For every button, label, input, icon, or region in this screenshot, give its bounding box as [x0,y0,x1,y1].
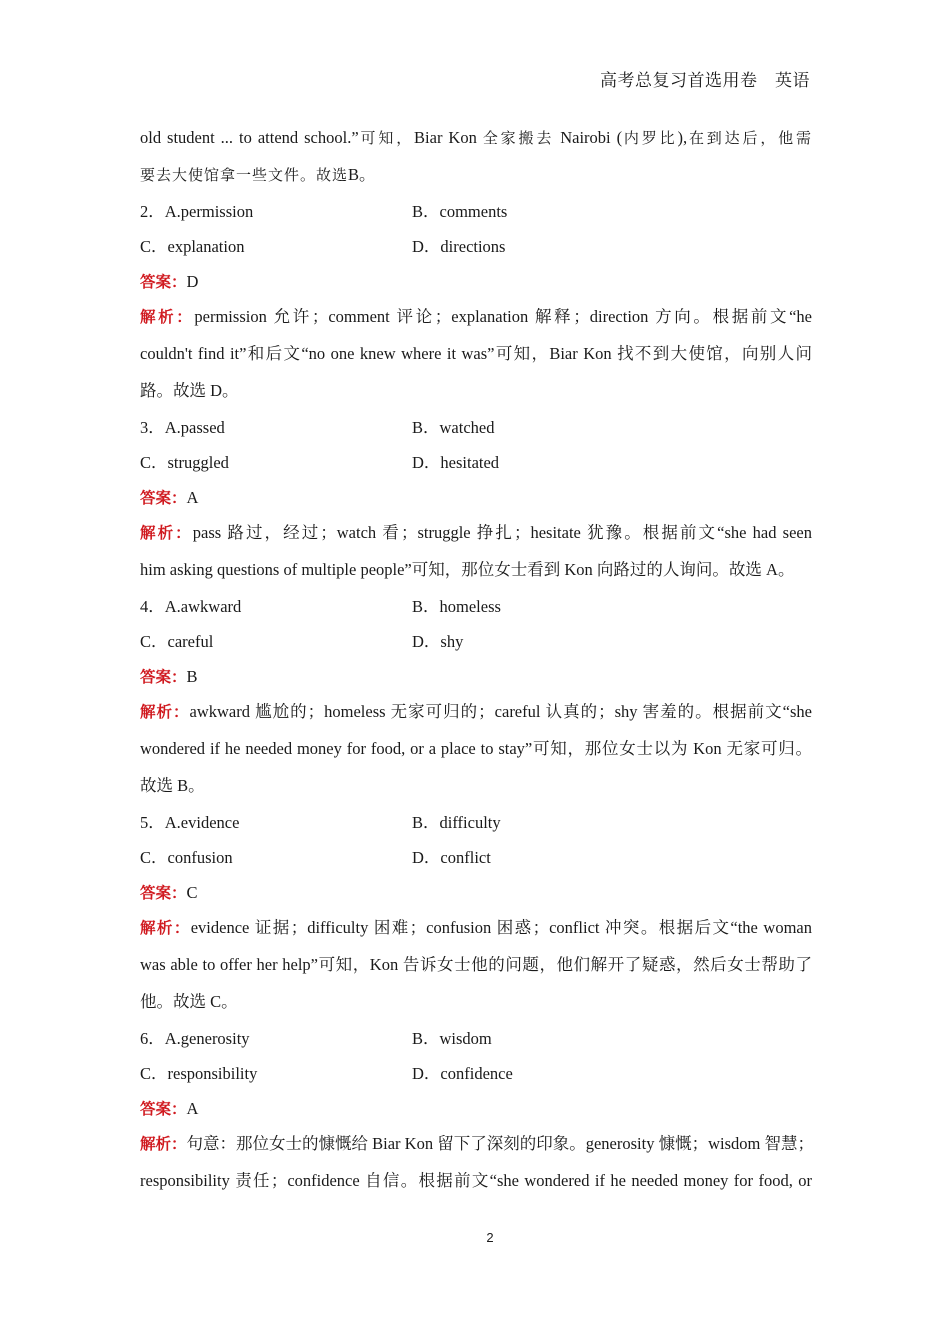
option-b: B．comments [412,202,508,221]
option-c: C．responsibility [140,1064,258,1083]
intro-text: old student ... to attend school.” [140,128,359,147]
explanation-text: pass 路过，经过；watch 看；struggle 挣扎；hesitate 犹豫。根据前文“she had seen [192,523,812,542]
explanation-label: 解析： [140,703,190,721]
explanation-text: him asking questions of multiple people”可知，那位女士看到 Kon 向路过的人询问。故选 A。 [140,560,795,579]
option-a: 2．A.permission [140,202,254,221]
question-2-options-row-1 [140,198,812,233]
question-5-options-row-2 [140,844,812,879]
question-3-options-row-1 [140,414,812,449]
intro-text: 全家搬去 [482,129,555,147]
question-5-answer [140,879,812,914]
intro-text: Nairobi ( [560,128,623,147]
question-3-explanation-line [140,519,812,556]
question-5-explanation-line [140,951,812,988]
question-6-options-row-1 [140,1025,812,1060]
answer-label: 答案： [140,489,187,507]
question-4-answer [140,663,812,698]
option-c: C．careful [140,632,214,651]
question-5-options-row-1 [140,809,812,844]
question-4-explanation-line [140,735,812,772]
option-d: D．shy [412,632,464,651]
option-a: 4．A.awkward [140,597,242,616]
question-4-options-row-1 [140,593,812,628]
question-4-explanation-line [140,698,812,735]
question-6-options-row-2 [140,1060,812,1095]
option-a: 3．A.passed [140,418,225,437]
option-d: D．confidence [412,1064,513,1083]
explanation-label: 解析： [140,308,195,326]
explanation-label: 解析： [140,524,193,542]
option-b: B．wisdom [412,1029,492,1048]
explanation-text: evidence 证据；difficulty 困难；confusion 困惑；conflict 冲突。根据后文“the woman [190,918,812,937]
question-2-explanation-line [140,340,812,377]
question-2-answer [140,268,812,303]
explanation-text: 故选 B。 [140,776,205,795]
document-body [140,124,812,1204]
page-header: 高考总复习首选用卷 英语 [600,71,810,90]
answer-value: A [186,488,199,507]
option-a: 5．A.evidence [140,813,240,832]
answer-value: C [186,883,198,902]
question-6-explanation-line [140,1130,812,1167]
option-c: C．explanation [140,237,245,256]
question-3-answer [140,484,812,519]
question-5-explanation-line [140,988,812,1025]
option-d: D．directions [412,237,506,256]
answer-value: A [186,1099,199,1118]
intro-line-1 [140,124,812,161]
answer-label: 答案： [140,1100,187,1118]
answer-value: D [186,272,199,291]
intro-text: 要去大使馆拿一些文件。故选 [140,166,349,184]
answer-label: 答案： [140,273,187,291]
answer-label: 答案： [140,884,187,902]
intro-text: ), [677,128,688,147]
question-4-options-row-2 [140,628,812,663]
option-d: D．conflict [412,848,491,867]
intro-text: Biar Kon [414,128,477,147]
intro-line-2 [140,161,812,198]
option-b: B．difficulty [412,813,501,832]
explanation-text: 句意：那位女士的慷慨给 Biar Kon 留下了深刻的印象。generosity 慷慨；wisdom 智慧； [186,1134,814,1153]
question-6-explanation-line [140,1167,812,1204]
explanation-text: was able to offer her help”可知，Kon 告诉女士他的问题，他们解开了疑惑，然后女士帮助了 [140,955,812,974]
question-3-options-row-2 [140,449,812,484]
explanation-label: 解析： [140,1135,187,1153]
answer-label: 答案： [140,668,187,686]
question-2-explanation-line [140,377,812,414]
intro-text: 可知， [358,129,415,147]
intro-text: B。 [348,165,376,184]
answer-value: B [186,667,198,686]
option-d: D．hesitated [412,453,500,472]
option-c: C．confusion [140,848,233,867]
option-b: B．watched [412,418,495,437]
explanation-label: 解析： [140,919,191,937]
question-5-explanation-line [140,914,812,951]
intro-text: 内罗比 [622,129,678,147]
explanation-text: wondered if he needed money for food, or a place to stay”可知，那位女士以为 Kon 无家可归。 [140,739,812,758]
question-6-answer [140,1095,812,1130]
question-3-explanation-line [140,556,812,593]
option-a: 6．A.generosity [140,1029,250,1048]
question-2-options-row-2 [140,233,812,268]
option-c: C．struggled [140,453,229,472]
explanation-text: 他。故选 C。 [140,992,238,1011]
explanation-text: permission 允许；comment 评论；explanation 解释；direction 方向。根据前文“he [194,307,812,326]
explanation-text: awkward 尴尬的；homeless 无家可归的；careful 认真的；shy 害羞的。根据前文“she [189,702,812,721]
intro-text: 在到达后，他需 [687,129,813,147]
explanation-text: 路。故选 D。 [140,381,239,400]
explanation-text: couldn't find it”和后文“no one knew where it was”可知，Biar Kon 找不到大使馆，向别人问 [140,344,812,363]
question-4-explanation-line [140,772,812,809]
option-b: B．homeless [412,597,501,616]
question-2-explanation-line [140,303,812,340]
explanation-text: responsibility 责任；confidence 自信。根据前文“she wondered if he needed money for food, or [140,1171,812,1190]
page-number: 2 [486,1230,494,1245]
